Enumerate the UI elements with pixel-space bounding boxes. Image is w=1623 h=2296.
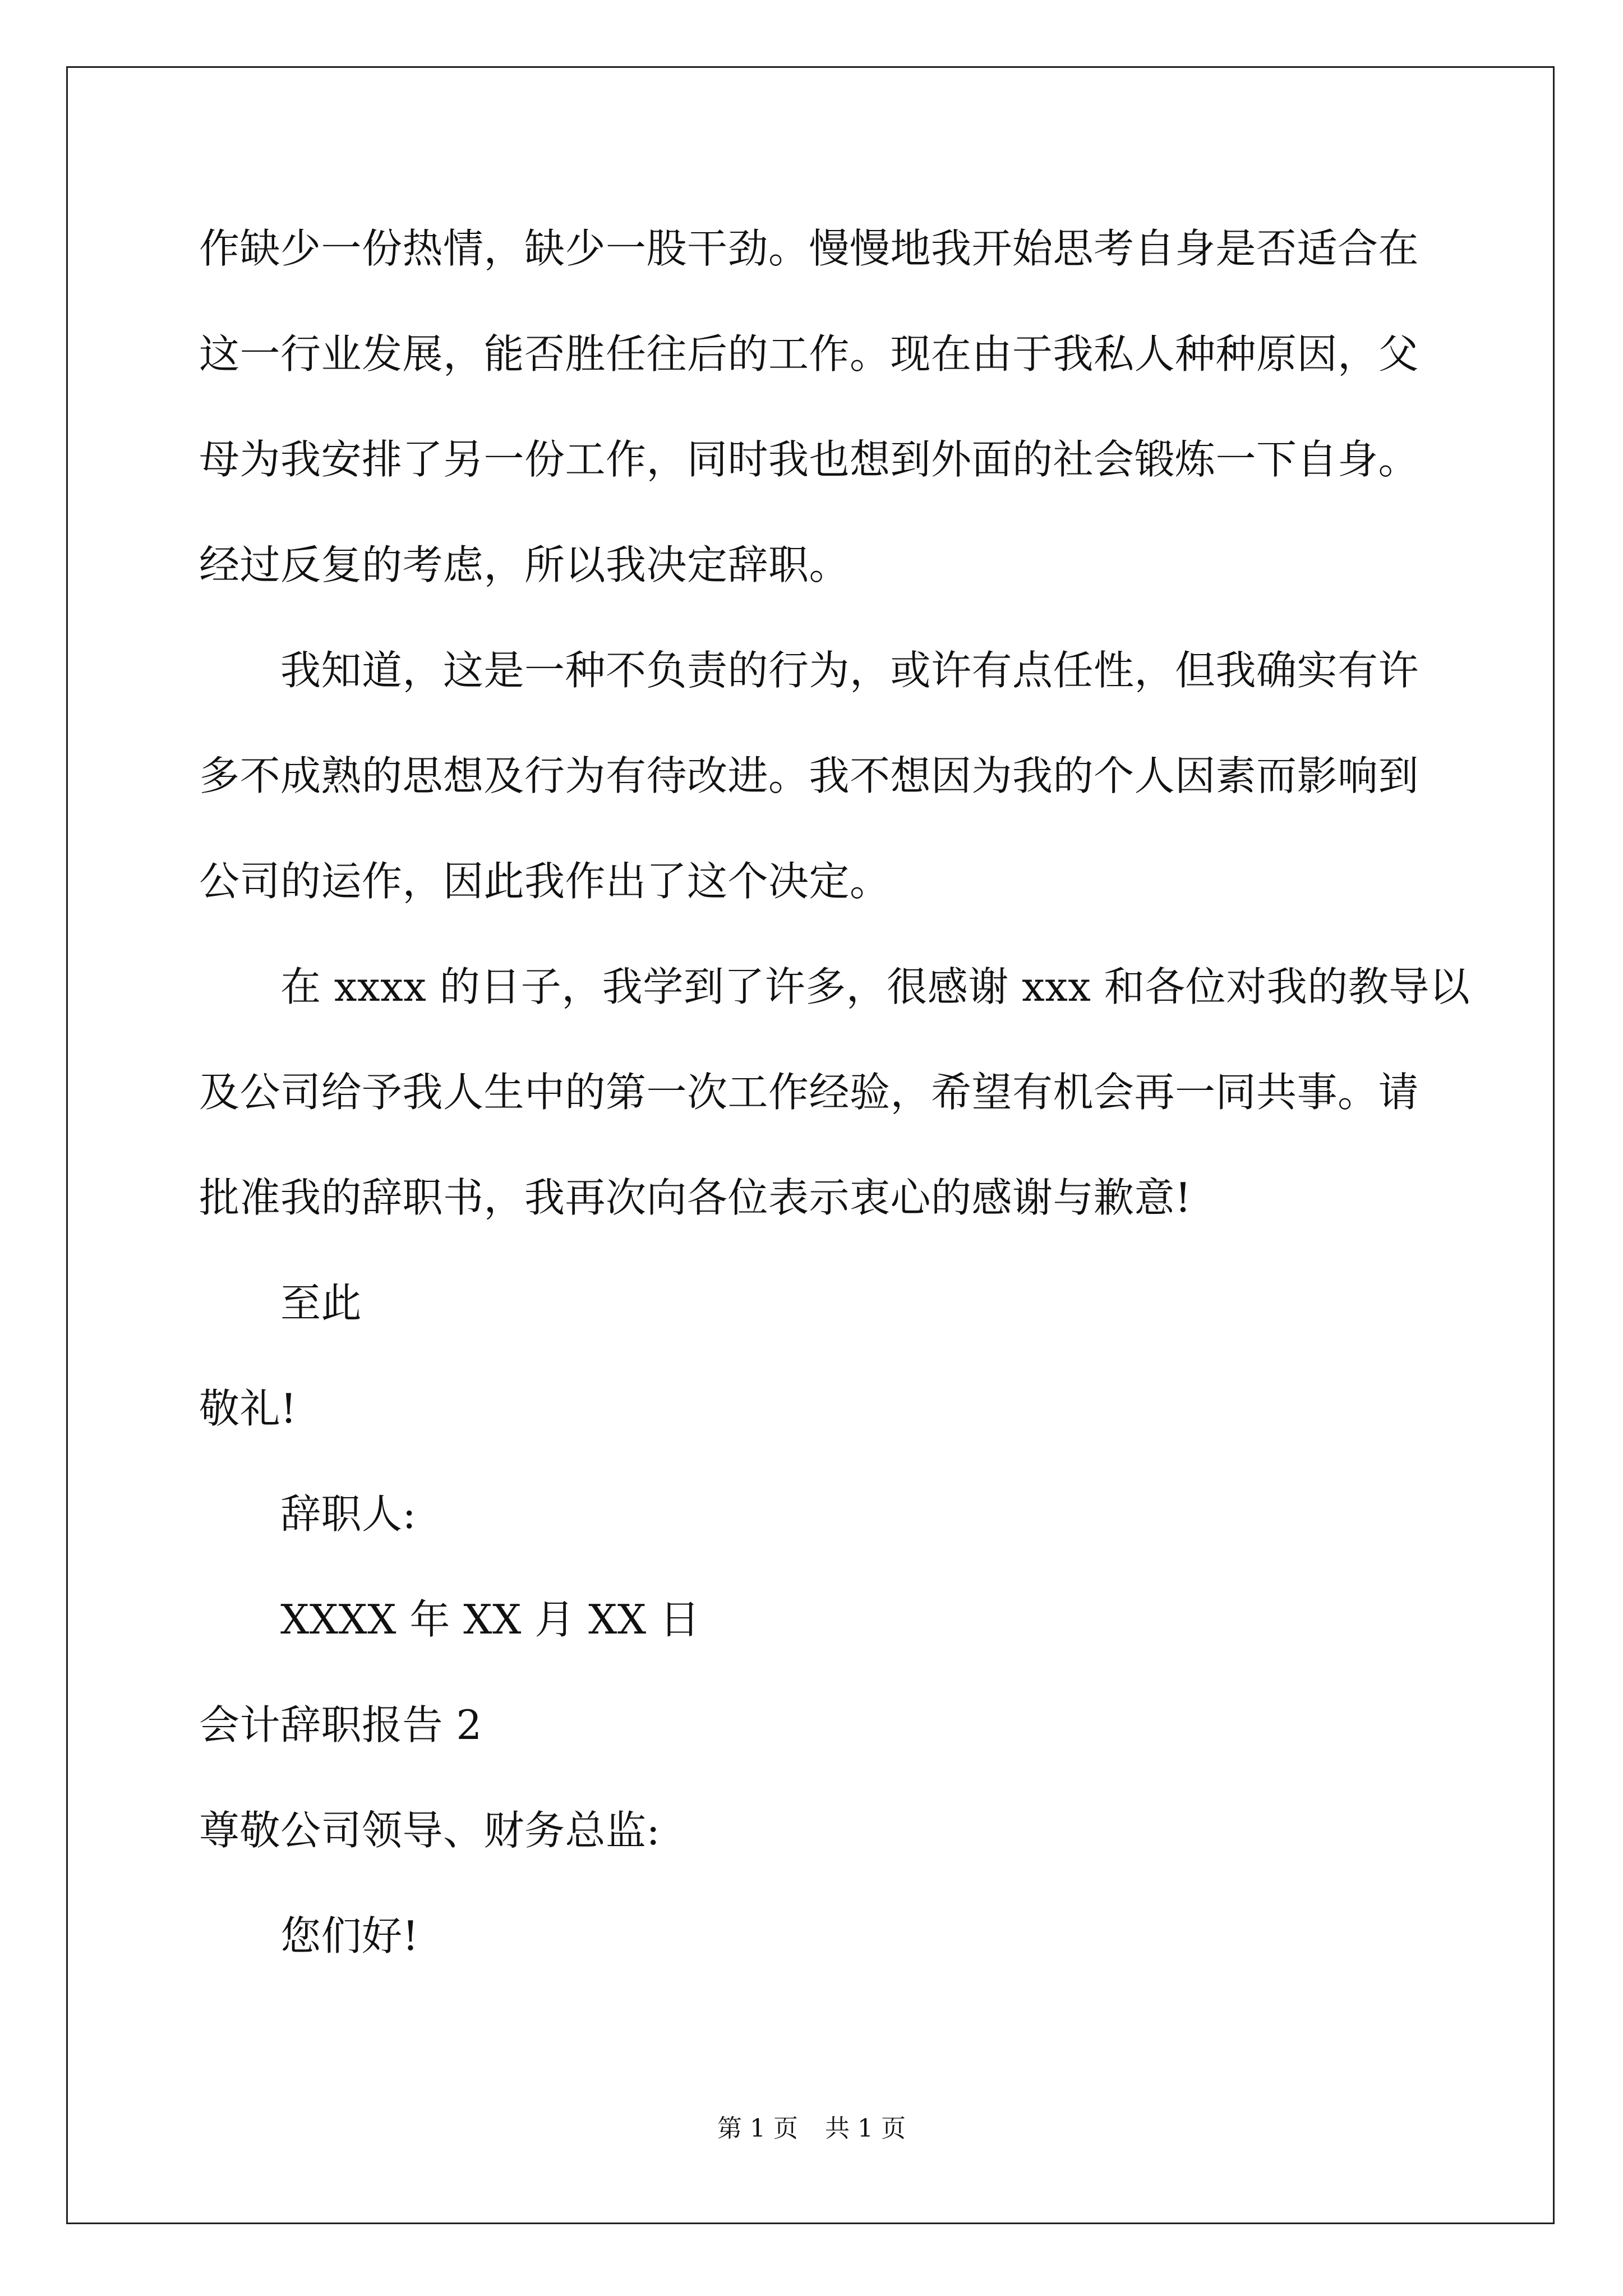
text-line: 及公司给予我人生中的第一次工作经验，希望有机会再一同共事。请 [199, 1069, 1419, 1116]
text-line: 作缺少一份热情，缺少一股干劲。慢慢地我开始思考自身是否适合在 [199, 225, 1419, 272]
text-line: 批准我的辞职书，我再次向各位表示衷心的感谢与歉意! [199, 1174, 1192, 1221]
page-total: 共 1 页 [825, 2114, 906, 2143]
greeting-line: 您们好! [280, 1912, 419, 1959]
closing-line: 至此 [280, 1280, 362, 1327]
salutation-line: 敬礼! [199, 1385, 297, 1432]
paragraph-start-line: 在 xxxx 的日子，我学到了许多，很感谢 xxx 和各位对我的教导以 [280, 963, 1470, 1010]
text-line: 这一行业发展，能否胜任往后的工作。现在由于我私人种种原因，父 [199, 330, 1419, 378]
page-number: 第 1 页 [717, 2114, 798, 2143]
text-line: 经过反复的考虑，所以我决定辞职。 [199, 541, 850, 588]
text-line: 公司的运作，因此我作出了这个决定。 [199, 858, 891, 905]
section-title: 会计辞职报告 2 [199, 1701, 482, 1749]
page-frame [66, 66, 1555, 2224]
text-line: 多不成熟的思想及行为有待改进。我不想因为我的个人因素而影响到 [199, 752, 1419, 799]
signature-line: 辞职人: [280, 1490, 417, 1538]
addressee-line: 尊敬公司领导、财务总监: [199, 1807, 661, 1854]
text-line: 母为我安排了另一份工作，同时我也想到外面的社会锻炼一下自身。 [199, 436, 1419, 483]
paragraph-start-line: 我知道，这是一种不负责的行为，或许有点任性，但我确实有许 [280, 647, 1419, 694]
page-footer [0, 2112, 1623, 2146]
date-line: XXXX 年 XX 月 XX 日 [280, 1596, 700, 1643]
